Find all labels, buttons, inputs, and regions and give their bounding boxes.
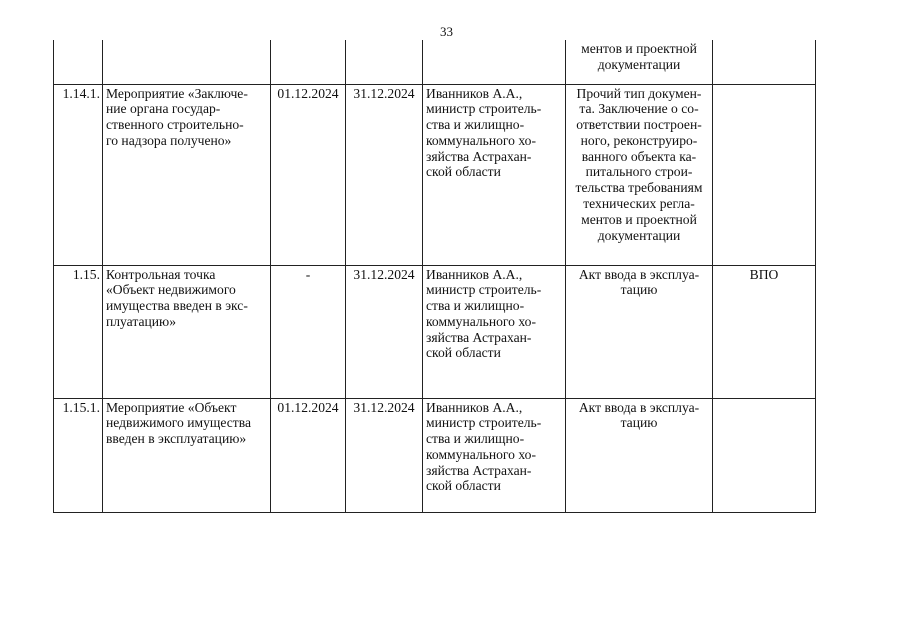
end-date-cell: 31.12.2024 (346, 84, 423, 265)
result-cell: ментов и проектной документации (566, 40, 713, 84)
end-date-cell: 31.12.2024 (346, 265, 423, 398)
start-date-cell: 01.12.2024 (271, 398, 346, 512)
row-number-cell: 1.15.1. (54, 398, 103, 512)
system-cell (713, 84, 816, 265)
plan-table (53, 40, 816, 513)
start-date-cell: 01.12.2024 (271, 84, 346, 265)
system-cell (713, 398, 816, 512)
page-number: 33 (440, 24, 453, 39)
event-name-cell: Контрольная точка «Объект недвижимого имущества введен в экс- плуатацию» (103, 265, 271, 398)
responsible-cell: Иванников А.А., министр строитель- ства и жилищно- коммунального хо- зяйства Астрахан- ской области (423, 398, 566, 512)
result-cell: Прочий тип докумен- та. Заключение о со- ответствии построен- ного, реконструиро- ванного объекта ка- питального строи- тельства требованиям технических регла- ментов и проектной документации (566, 84, 713, 265)
event-name-cell: Мероприятие «Заключе- ние органа государ- ственного строительно- го надзора получено» (103, 84, 271, 265)
end-date-cell: 31.12.2024 (346, 398, 423, 512)
result-cell: Акт ввода в эксплуа- тацию (566, 398, 713, 512)
start-date-cell (271, 40, 346, 84)
row-number-cell: 1.15. (54, 265, 103, 398)
event-name-cell (103, 40, 271, 84)
responsible-cell (423, 40, 566, 84)
row-number-cell (54, 40, 103, 84)
table-row (54, 265, 816, 398)
event-name-cell: Мероприятие «Объект недвижимого имущества введен в эксплуатацию» (103, 398, 271, 512)
end-date-cell (346, 40, 423, 84)
system-cell: ВПО (713, 265, 816, 398)
responsible-cell: Иванников А.А., министр строитель- ства и жилищно- коммунального хо- зяйства Астрахан- ской области (423, 84, 566, 265)
system-cell (713, 40, 816, 84)
table-row (54, 40, 816, 84)
start-date-cell: - (271, 265, 346, 398)
table-row (54, 84, 816, 265)
row-number-cell: 1.14.1. (54, 84, 103, 265)
result-cell: Акт ввода в эксплуа- тацию (566, 265, 713, 398)
table-row (54, 398, 816, 512)
responsible-cell: Иванников А.А., министр строитель- ства и жилищно- коммунального хо- зяйства Астрахан- ской области (423, 265, 566, 398)
